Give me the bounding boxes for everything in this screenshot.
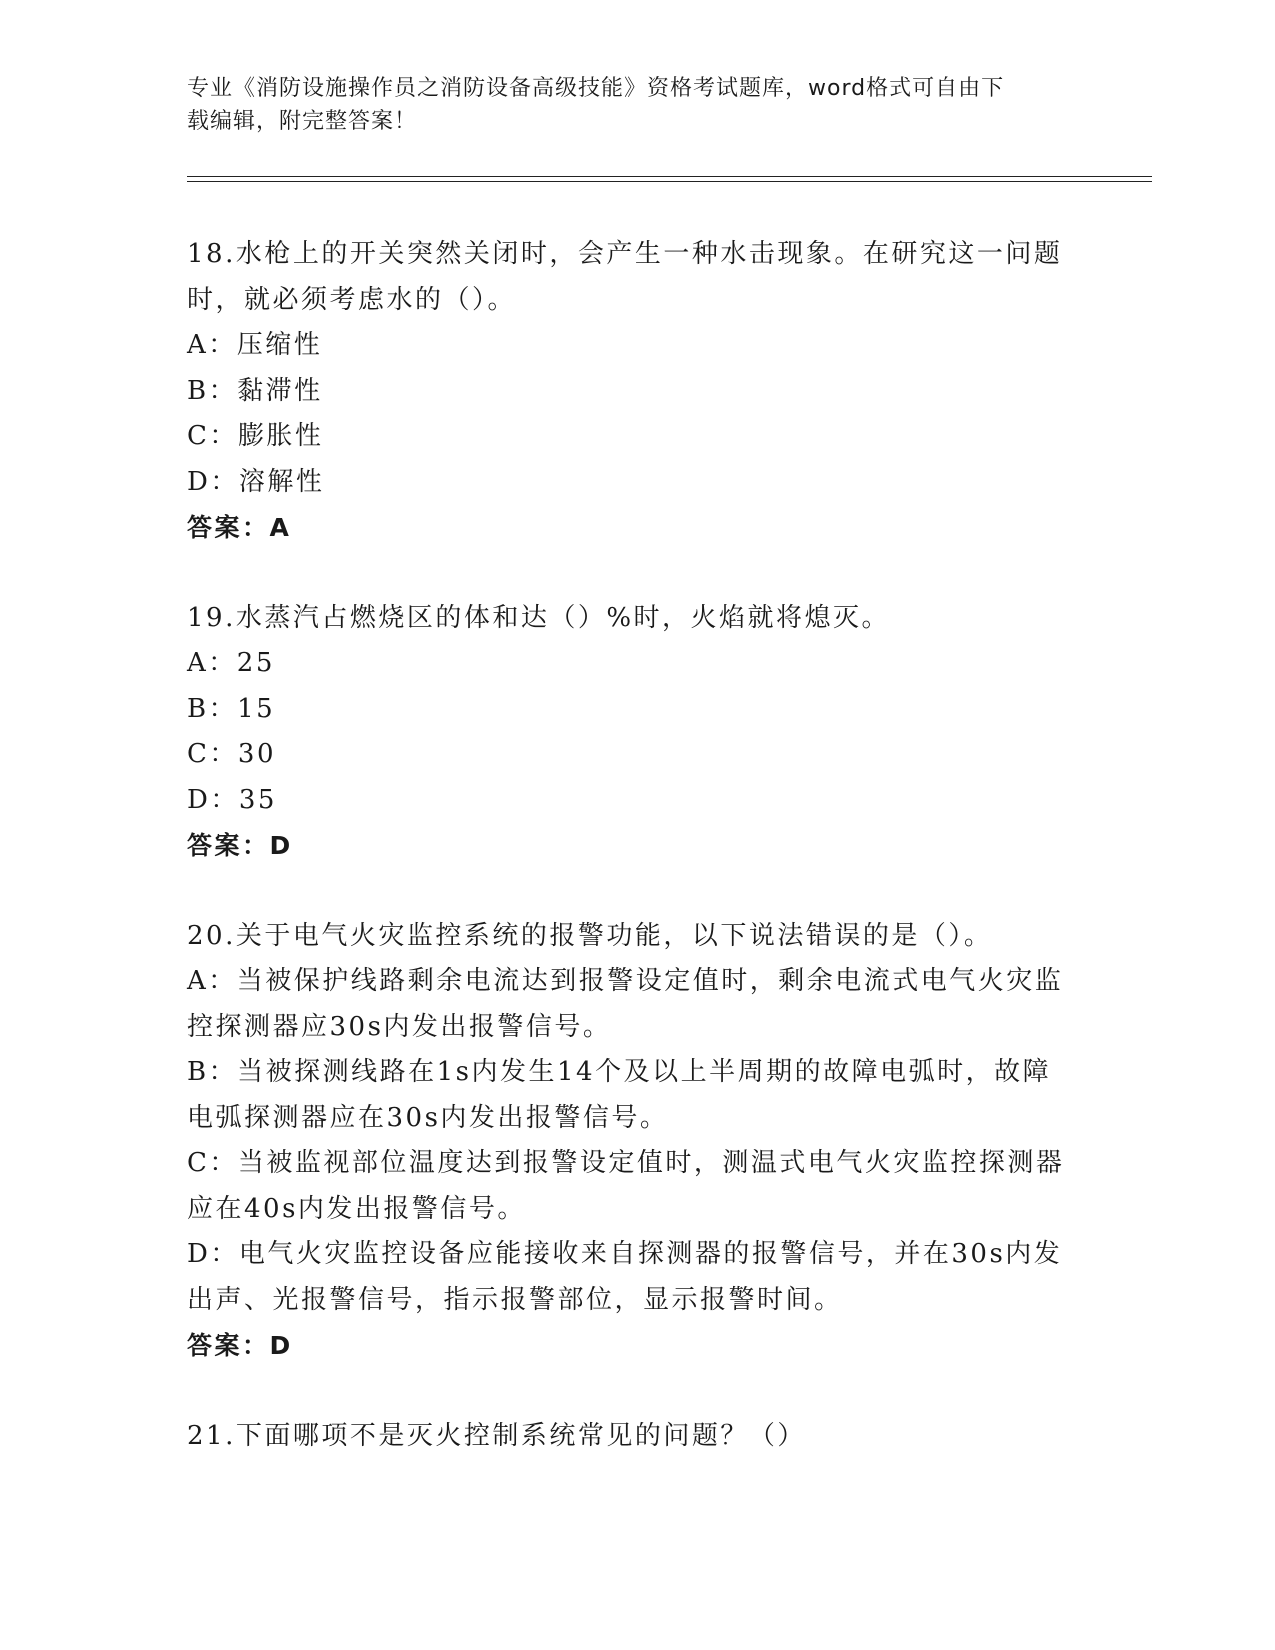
option-text: 25 (236, 648, 275, 678)
option-text: 15 (237, 693, 276, 724)
option-a (187, 323, 1077, 369)
option-key: B： (187, 693, 238, 724)
option-text: 溶解性 (238, 466, 325, 497)
option-key: B： (187, 375, 238, 406)
option-b (187, 369, 1077, 415)
option-text: 电气火灾监控设备应能接收来自探测器的报警信号，并在30s内发出声、光报警信号，指示报警部位，显示报警时间。 (187, 1239, 1063, 1315)
option-c (187, 732, 1077, 778)
header-rule-bottom (187, 181, 1152, 182)
answer-line: 答案：A (187, 513, 292, 542)
option-key: D： (187, 1239, 239, 1269)
option-text: 当被保护线路剩余电流达到报警设定值时，剩余电流式电气火灾监控探测器应30s内发出报警信号。 (187, 966, 1064, 1042)
option-key: C： (187, 739, 238, 769)
option-c (187, 414, 1077, 460)
option-text: 黏滞性 (237, 375, 323, 406)
answer-line: 答案：D (187, 831, 293, 860)
option-d (187, 1232, 1077, 1323)
option-text: 膨胀性 (237, 421, 324, 451)
document-header (187, 72, 1067, 138)
option-key: B： (187, 1057, 238, 1087)
question-stem: 19.水蒸汽占燃烧区的体和达（）%时，火焰就将熄灭。 (187, 602, 891, 633)
option-a (187, 641, 1077, 687)
option-b (187, 1050, 1077, 1141)
question-stem: 18.水枪上的开关突然关闭时，会产生一种水击现象。在研究这一问题时，就必须考虑水的（）。 (187, 239, 1063, 315)
option-d (187, 460, 1077, 506)
question-20 (187, 914, 1077, 1369)
option-d (187, 778, 1077, 824)
question-19 (187, 596, 1077, 869)
option-b (187, 687, 1077, 733)
option-key: A： (187, 330, 237, 360)
option-a (187, 959, 1077, 1050)
question-list (187, 232, 1077, 1504)
question-stem: 20.关于电气火灾监控系统的报警功能，以下说法错误的是（）。 (187, 920, 993, 951)
option-key: D： (187, 784, 239, 815)
header-line-1: 专业《消防设施操作员之消防设备高级技能》资格考试题库，word格式可自由下 (187, 76, 1005, 101)
question-21 (187, 1414, 1077, 1460)
option-text: 35 (238, 784, 277, 815)
option-text: 当被监视部位温度达到报警设定值时，测温式电气火灾监控探测器应在40s内发出报警信号。 (187, 1148, 1065, 1224)
option-key: A： (187, 966, 237, 996)
option-text: 30 (237, 739, 276, 769)
option-key: D： (187, 466, 239, 497)
answer-line: 答案：D (187, 1331, 293, 1360)
option-text: 当被探测线路在1s内发生14个及以上半周期的故障电弧时，故障电弧探测器应在30s内发出报警信号。 (187, 1057, 1052, 1133)
question-stem: 21.下面哪项不是灭火控制系统常见的问题？（） (187, 1420, 806, 1451)
header-line-2: 载编辑，附完整答案！ (187, 109, 418, 134)
question-18 (187, 232, 1077, 551)
option-key: A： (187, 648, 237, 678)
header-rule-top (187, 176, 1152, 177)
option-c (187, 1141, 1077, 1232)
option-key: C： (187, 421, 238, 451)
option-text: 压缩性 (236, 330, 323, 360)
option-key: C： (187, 1148, 238, 1178)
